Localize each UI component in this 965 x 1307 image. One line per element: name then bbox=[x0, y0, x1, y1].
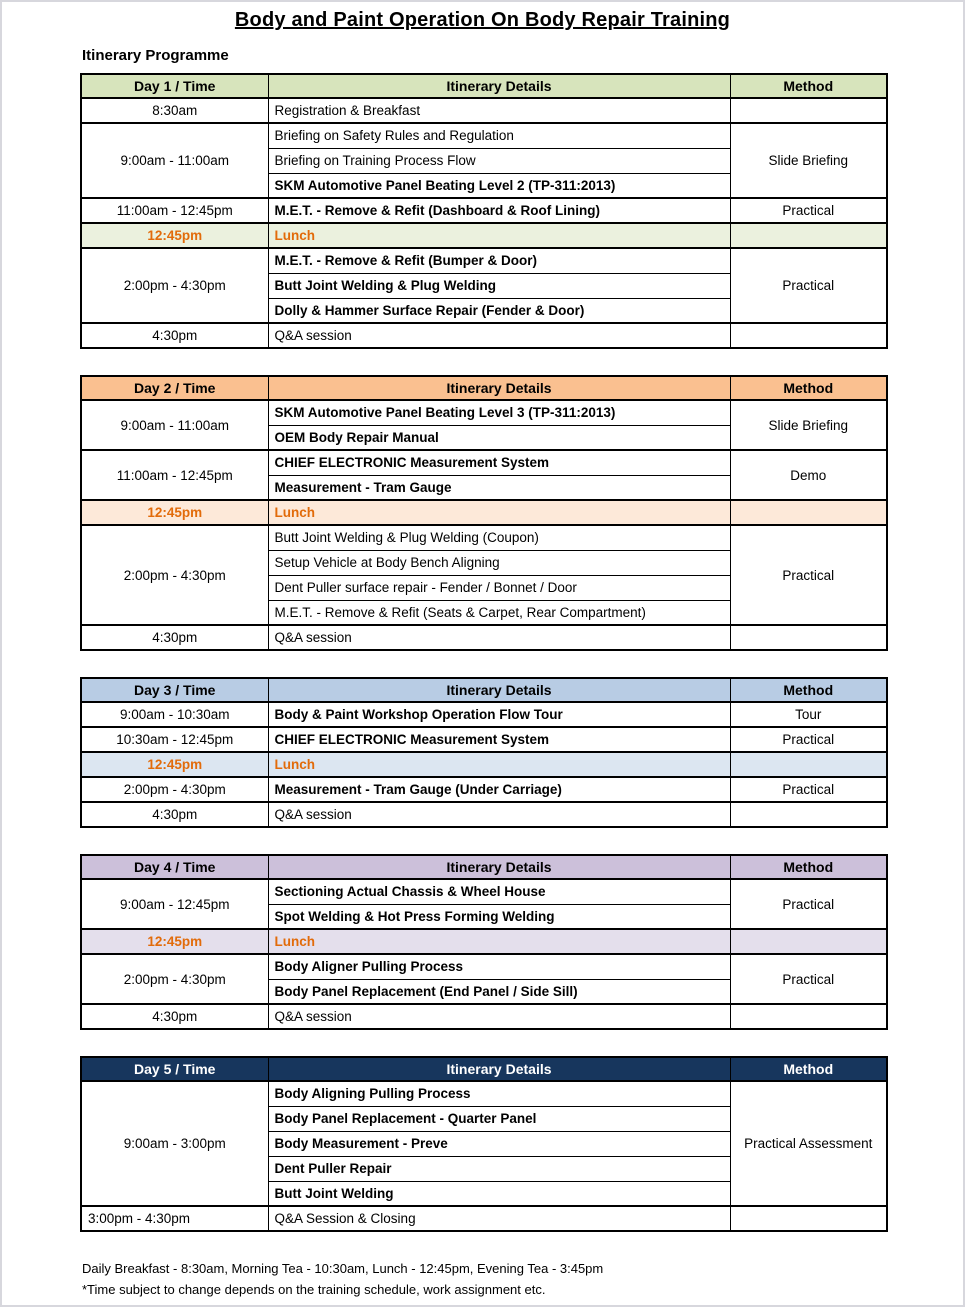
detail-cell: Spot Welding & Hot Press Forming Welding bbox=[268, 904, 730, 929]
col-header-method: Method bbox=[730, 855, 887, 879]
header-row bbox=[81, 678, 887, 702]
method-cell bbox=[730, 929, 887, 954]
time-cell: 9:00am - 10:30am bbox=[81, 702, 268, 727]
method-cell bbox=[730, 802, 887, 827]
col-header-details: Itinerary Details bbox=[268, 1057, 730, 1081]
time-cell: 2:00pm - 4:30pm bbox=[81, 248, 268, 323]
method-cell bbox=[730, 1004, 887, 1029]
detail-cell: Body Panel Replacement (End Panel / Side Sill) bbox=[268, 979, 730, 1004]
time-cell: 4:30pm bbox=[81, 802, 268, 827]
header-row bbox=[81, 74, 887, 98]
time-cell: 9:00am - 3:00pm bbox=[81, 1081, 268, 1206]
day-5-table bbox=[80, 1056, 888, 1232]
footer-notes bbox=[82, 1258, 963, 1300]
schedule-row bbox=[81, 400, 887, 425]
header-row bbox=[81, 855, 887, 879]
schedule-row bbox=[81, 879, 887, 904]
schedule-row bbox=[81, 727, 887, 752]
schedule-row bbox=[81, 450, 887, 475]
day-1-table bbox=[80, 73, 888, 349]
detail-cell: Body Aligner Pulling Process bbox=[268, 954, 730, 979]
col-header-details: Itinerary Details bbox=[268, 855, 730, 879]
programme-subtitle: Itinerary Programme bbox=[82, 47, 229, 64]
detail-cell: M.E.T. - Remove & Refit (Dashboard & Roof Lining) bbox=[268, 198, 730, 223]
time-cell: 8:30am bbox=[81, 98, 268, 123]
time-cell: 4:30pm bbox=[81, 323, 268, 348]
method-cell bbox=[730, 1206, 887, 1231]
method-cell bbox=[730, 625, 887, 650]
detail-cell: Dolly & Hammer Surface Repair (Fender & Door) bbox=[268, 298, 730, 323]
lunch-row bbox=[81, 929, 887, 954]
method-cell: Practical bbox=[730, 879, 887, 929]
time-cell: 12:45pm bbox=[81, 223, 268, 248]
time-cell: 12:45pm bbox=[81, 752, 268, 777]
method-cell: Practical bbox=[730, 198, 887, 223]
schedule-row bbox=[81, 1206, 887, 1231]
method-cell: Practical bbox=[730, 525, 887, 625]
detail-cell: Q&A session bbox=[268, 1004, 730, 1029]
schedule-row bbox=[81, 777, 887, 802]
time-cell: 12:45pm bbox=[81, 500, 268, 525]
time-cell: 2:00pm - 4:30pm bbox=[81, 525, 268, 625]
detail-cell: Lunch bbox=[268, 500, 730, 525]
col-header-day: Day 4 / Time bbox=[81, 855, 268, 879]
detail-cell: Butt Joint Welding & Plug Welding (Coupon) bbox=[268, 525, 730, 550]
detail-cell: Measurement - Tram Gauge (Under Carriage) bbox=[268, 777, 730, 802]
page-title: Body and Paint Operation On Body Repair Training bbox=[234, 9, 731, 31]
schedule-row bbox=[81, 625, 887, 650]
detail-cell: Lunch bbox=[268, 752, 730, 777]
schedule-row bbox=[81, 954, 887, 979]
method-cell: Practical bbox=[730, 954, 887, 1004]
schedule-row bbox=[81, 123, 887, 148]
detail-cell: SKM Automotive Panel Beating Level 3 (TP-311:2013) bbox=[268, 400, 730, 425]
detail-cell: Lunch bbox=[268, 929, 730, 954]
detail-cell: Body Measurement - Preve bbox=[268, 1131, 730, 1156]
schedule-row bbox=[81, 248, 887, 273]
method-cell: Slide Briefing bbox=[730, 400, 887, 450]
footer-meal-times: Daily Breakfast - 8:30am, Morning Tea - 10:30am, Lunch - 12:45pm, Evening Tea - 3:45pm bbox=[82, 1261, 604, 1276]
method-cell: Practical bbox=[730, 248, 887, 323]
detail-cell: Dent Puller surface repair - Fender / Bonnet / Door bbox=[268, 575, 730, 600]
detail-cell: Registration & Breakfast bbox=[268, 98, 730, 123]
time-cell: 3:00pm - 4:30pm bbox=[81, 1206, 268, 1231]
day-2-table bbox=[80, 375, 888, 651]
detail-cell: Q&A session bbox=[268, 323, 730, 348]
detail-cell: Briefing on Safety Rules and Regulation bbox=[268, 123, 730, 148]
time-cell: 2:00pm - 4:30pm bbox=[81, 777, 268, 802]
detail-cell: CHIEF ELECTRONIC Measurement System bbox=[268, 727, 730, 752]
schedule-row bbox=[81, 1081, 887, 1106]
schedule-row bbox=[81, 198, 887, 223]
detail-cell: Dent Puller Repair bbox=[268, 1156, 730, 1181]
detail-cell: Briefing on Training Process Flow bbox=[268, 148, 730, 173]
col-header-method: Method bbox=[730, 678, 887, 702]
detail-cell: Measurement - Tram Gauge bbox=[268, 475, 730, 500]
method-cell: Practical bbox=[730, 777, 887, 802]
detail-cell: Setup Vehicle at Body Bench Aligning bbox=[268, 550, 730, 575]
lunch-row bbox=[81, 500, 887, 525]
detail-cell: Body Aligning Pulling Process bbox=[268, 1081, 730, 1106]
detail-cell: Q&A Session & Closing bbox=[268, 1206, 730, 1231]
day-4-table bbox=[80, 854, 888, 1030]
schedule-row bbox=[81, 1004, 887, 1029]
time-cell: 9:00am - 11:00am bbox=[81, 123, 268, 198]
detail-cell: Sectioning Actual Chassis & Wheel House bbox=[268, 879, 730, 904]
method-cell: Practical bbox=[730, 727, 887, 752]
method-cell bbox=[730, 752, 887, 777]
day-3-table bbox=[80, 677, 888, 828]
method-cell bbox=[730, 323, 887, 348]
detail-cell: Butt Joint Welding & Plug Welding bbox=[268, 273, 730, 298]
tables-container bbox=[2, 73, 963, 1232]
detail-cell: Body Panel Replacement - Quarter Panel bbox=[268, 1106, 730, 1131]
col-header-day: Day 2 / Time bbox=[81, 376, 268, 400]
detail-cell: CHIEF ELECTRONIC Measurement System bbox=[268, 450, 730, 475]
col-header-day: Day 5 / Time bbox=[81, 1057, 268, 1081]
col-header-method: Method bbox=[730, 376, 887, 400]
detail-cell: M.E.T. - Remove & Refit (Bumper & Door) bbox=[268, 248, 730, 273]
time-cell: 11:00am - 12:45pm bbox=[81, 198, 268, 223]
detail-cell: OEM Body Repair Manual bbox=[268, 425, 730, 450]
schedule-row bbox=[81, 323, 887, 348]
detail-cell: Q&A session bbox=[268, 802, 730, 827]
schedule-row bbox=[81, 98, 887, 123]
method-cell bbox=[730, 223, 887, 248]
method-cell: Tour bbox=[730, 702, 887, 727]
schedule-row bbox=[81, 525, 887, 550]
col-header-details: Itinerary Details bbox=[268, 678, 730, 702]
col-header-details: Itinerary Details bbox=[268, 376, 730, 400]
detail-cell: Lunch bbox=[268, 223, 730, 248]
schedule-row bbox=[81, 802, 887, 827]
method-cell: Demo bbox=[730, 450, 887, 500]
time-cell: 9:00am - 12:45pm bbox=[81, 879, 268, 929]
method-cell bbox=[730, 98, 887, 123]
time-cell: 4:30pm bbox=[81, 1004, 268, 1029]
schedule-row bbox=[81, 702, 887, 727]
col-header-method: Method bbox=[730, 1057, 887, 1081]
detail-cell: Butt Joint Welding bbox=[268, 1181, 730, 1206]
time-cell: 2:00pm - 4:30pm bbox=[81, 954, 268, 1004]
time-cell: 4:30pm bbox=[81, 625, 268, 650]
detail-cell: Q&A session bbox=[268, 625, 730, 650]
detail-cell: M.E.T. - Remove & Refit (Seats & Carpet, Rear Compartment) bbox=[268, 600, 730, 625]
col-header-method: Method bbox=[730, 74, 887, 98]
lunch-row bbox=[81, 752, 887, 777]
lunch-row bbox=[81, 223, 887, 248]
method-cell: Slide Briefing bbox=[730, 123, 887, 198]
time-cell: 9:00am - 11:00am bbox=[81, 400, 268, 450]
time-cell: 11:00am - 12:45pm bbox=[81, 450, 268, 500]
footer-disclaimer: *Time subject to change depends on the training schedule, work assignment etc. bbox=[82, 1282, 546, 1297]
time-cell: 10:30am - 12:45pm bbox=[81, 727, 268, 752]
time-cell: 12:45pm bbox=[81, 929, 268, 954]
detail-cell: SKM Automotive Panel Beating Level 2 (TP-311:2013) bbox=[268, 173, 730, 198]
col-header-day: Day 3 / Time bbox=[81, 678, 268, 702]
header-row bbox=[81, 1057, 887, 1081]
detail-cell: Body & Paint Workshop Operation Flow Tour bbox=[268, 702, 730, 727]
header-row bbox=[81, 376, 887, 400]
method-cell: Practical Assessment bbox=[730, 1081, 887, 1206]
col-header-details: Itinerary Details bbox=[268, 74, 730, 98]
col-header-day: Day 1 / Time bbox=[81, 74, 268, 98]
method-cell bbox=[730, 500, 887, 525]
